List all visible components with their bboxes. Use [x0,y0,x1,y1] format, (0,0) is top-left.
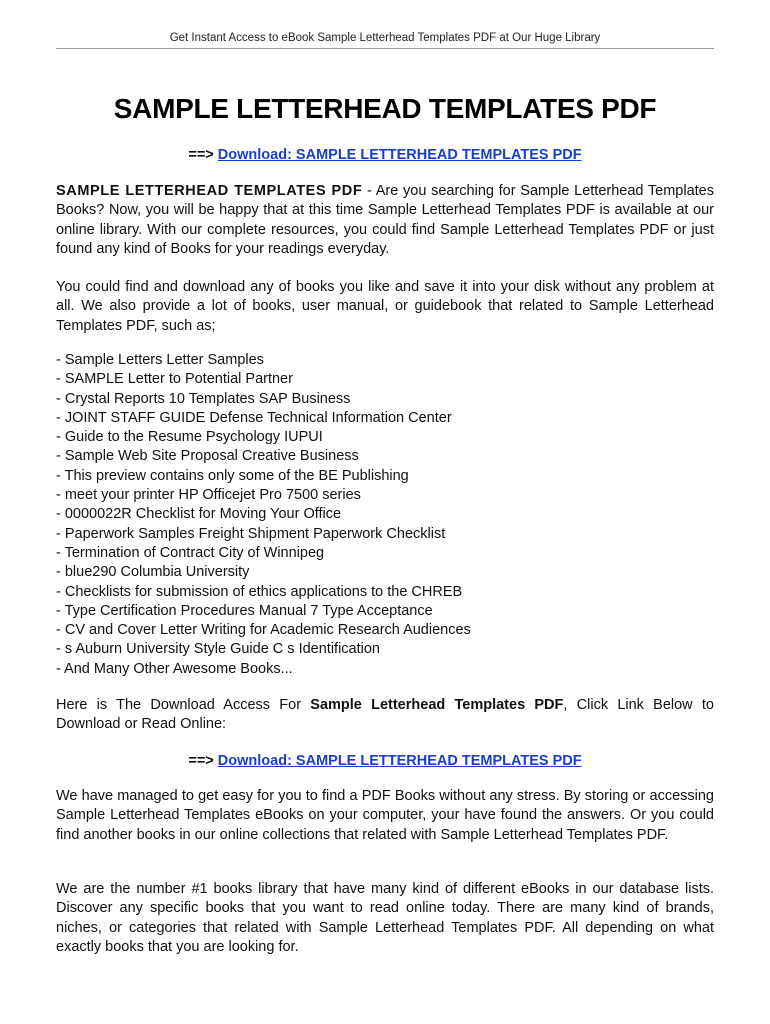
download-arrow: ==> [188,753,214,769]
list-item: - This preview contains only some of the BE Publishing [56,467,409,484]
list-item: - 0000022R Checklist for Moving Your Office [56,506,342,523]
download-link-top[interactable]: Download: SAMPLE LETTERHEAD TEMPLATES PDF [217,147,582,163]
intro-text: - Are you searching for Sample Letterhead Templates Books? Now, you will be happy that at this time Sample Letterhead Templates PDF is available at our online library. With our complete resources, you could find Sample Letterhead Templates PDF or just found any kind of Books for your readings everyday. [56,183,714,257]
download-link-bottom[interactable]: Download: SAMPLE LETTERHEAD TEMPLATES PDF [217,753,582,769]
list-item: - JOINT STAFF GUIDE Defense Technical Information Center [56,409,452,426]
list-item: - Type Certification Procedures Manual 7 Type Acceptance [56,602,433,619]
list-item: - meet your printer HP Officejet Pro 7500 series [56,487,361,504]
list-item: - Checklists for submission of ethics applications to the CHREB [56,583,463,600]
intro-paragraph [56,182,714,259]
list-item: - Guide to the Resume Psychology IUPUI [56,429,323,446]
list-item: - Sample Letters Letter Samples [56,352,264,368]
list-item: - CV and Cover Letter Writing for Academic Research Audiences [56,622,471,639]
list-item: - Crystal Reports 10 Templates SAP Business [56,390,351,407]
paragraph-4: We are the number #1 books library that have many kind of different eBooks in our database lists. Discover any specific books that you want to read online today. There are many kind of brands, niches, or categories that related with Sample Letterhead Templates PDF. All depending on what exactly books that you are looking for. [56,881,714,955]
download-arrow: ==> [188,147,214,163]
intro-lead: SAMPLE LETTERHEAD TEMPLATES PDF [56,183,363,199]
list-item: - And Many Other Awesome Books... [56,660,293,677]
book-list [56,351,714,679]
list-item: - s Auburn University Style Guide C s Identification [56,641,380,658]
list-item: - Termination of Contract City of Winnipeg [56,544,325,561]
header-rule [56,48,714,49]
download-line-bottom [56,752,714,770]
access-bold: Sample Letterhead Templates PDF [310,697,564,713]
access-paragraph [56,696,714,735]
list-item: - Paperwork Samples Freight Shipment Paperwork Checklist [56,525,446,542]
list-item: - blue290 Columbia University [56,564,250,581]
header-banner: Get Instant Access to eBook Sample Letterhead Templates PDF at Our Huge Library [169,32,601,44]
access-after: , Click Link Below to Download or Read Online: [56,697,714,733]
access-before: Here is The Download Access For [56,697,311,713]
paragraph-3: We have managed to get easy for you to find a PDF Books without any stress. By storing or accessing Sample Letterhead Templates eBooks on your computer, your have found the answers. Or you could find another books in our online collections that related with Sample Letterhead Templates PDF. [56,788,714,843]
list-item: - Sample Web Site Proposal Creative Business [56,448,359,465]
paragraph-2: You could find and download any of books you like and save it into your disk without any problem at all. We also provide a lot of books, user manual, or guidebook that related to Sample Letterhead Templates PDF, such as; [56,279,714,334]
download-line-top [56,146,714,164]
page-title: SAMPLE LETTERHEAD TEMPLATES PDF [113,93,657,124]
list-item: - SAMPLE Letter to Potential Partner [56,371,293,388]
